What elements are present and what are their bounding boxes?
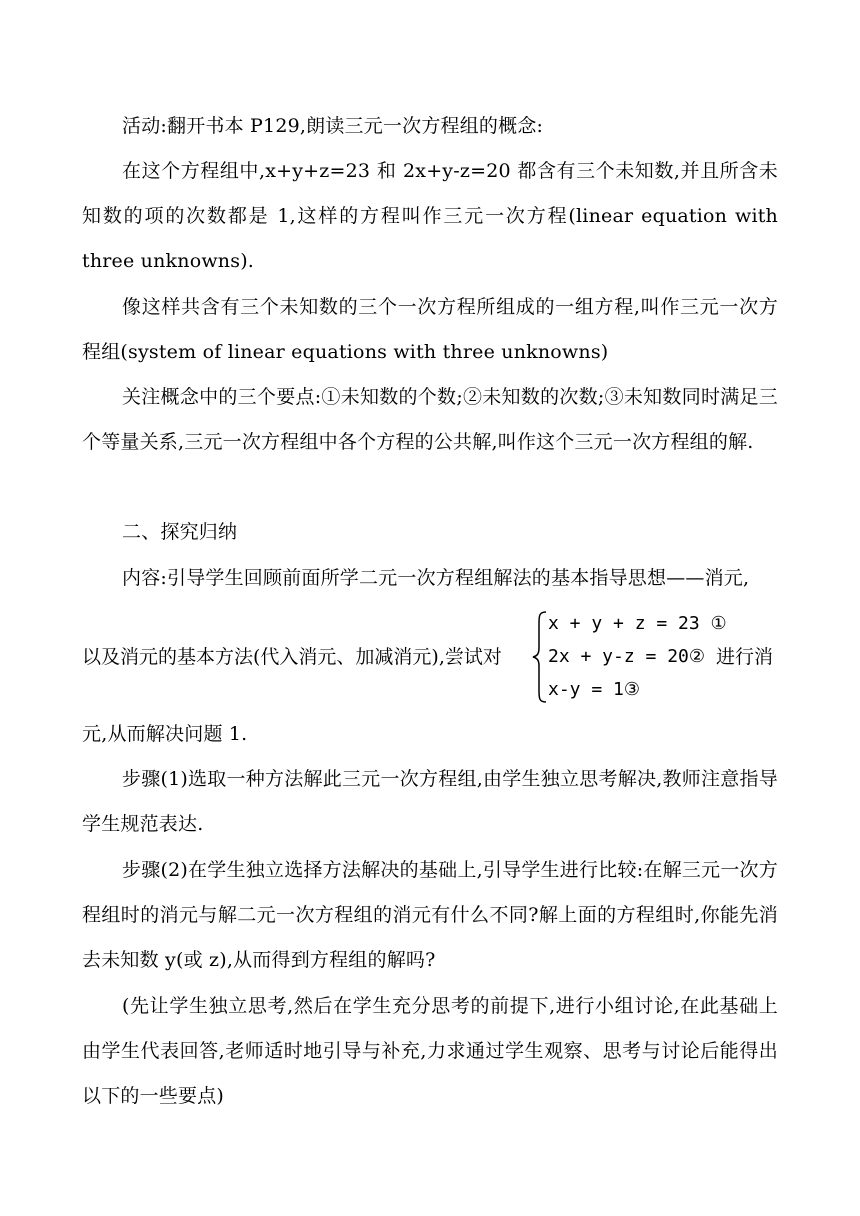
step1-paragraph: 步骤(1)选取一种方法解此三元一次方程组,由学生独立思考解决,教师注意指导学生规范表达. bbox=[82, 768, 778, 835]
system-equation-1: x + y + z = 23 ① bbox=[548, 613, 727, 634]
definition-system-paragraph: 像这样共含有三个未知数的三个一次方程所组成的一组方程,叫作三元一次方程组(system of linear equations with three unknowns) bbox=[82, 296, 778, 363]
system-intro-text: 以及消元的基本方法(代入消元、加减消元),尝试对 bbox=[82, 646, 502, 668]
system-after-text-line bbox=[716, 643, 786, 671]
step2-paragraph: 步骤(2)在学生独立选择方法解决的基础上,引导学生进行比较:在解三元一次方程组时的消元与解二元一次方程组的消元有什么不同?解上面的方程组时,你能先消去未知数 y(或 z),从而得到方程组的解吗? bbox=[82, 859, 778, 971]
continuation-paragraph: 元,从而解决问题 1. bbox=[82, 723, 248, 745]
section-heading: 二、探究归纳 bbox=[122, 521, 238, 543]
definition-equation-paragraph: 在这个方程组中,x+y+z=23 和 2x+y-z=20 都含有三个未知数,并且所含未知数的项的次数都是 1,这样的方程叫作三元一次方程(linear equation with three unknowns). bbox=[82, 160, 778, 272]
system-after-text: 进行消 bbox=[716, 646, 774, 668]
content-paragraph: 内容:引导学生回顾前面所学二元一次方程组解法的基本指导思想——消元, bbox=[122, 567, 750, 589]
system-brace bbox=[532, 610, 548, 704]
system-equation-3: x-y = 1③ bbox=[548, 679, 640, 700]
system-equation-2: 2x + y-z = 20② bbox=[548, 646, 706, 667]
discussion-paragraph: (先让学生独立思考,然后在学生充分思考的前提下,进行小组讨论,在此基础上由学生代表回答,老师适时地引导与补充,力求通过学生观察、思考与讨论后能得出以下的一些要点) bbox=[82, 995, 778, 1107]
key-points-paragraph: 关注概念中的三个要点:①未知数的个数;②未知数的次数;③未知数同时满足三个等量关系,三元一次方程组中各个方程的公共解,叫作这个三元一次方程组的解. bbox=[82, 386, 778, 453]
activity-paragraph: 活动:翻开书本 P129,朗读三元一次方程组的概念: bbox=[122, 115, 544, 137]
